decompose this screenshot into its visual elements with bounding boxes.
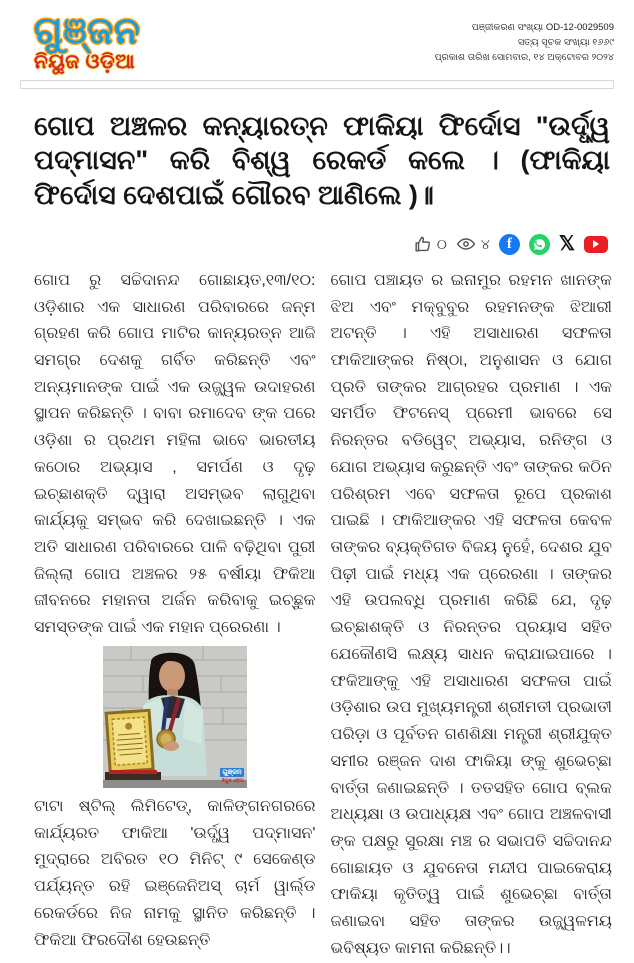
view-metric xyxy=(456,234,490,255)
site-logo[interactable] xyxy=(34,12,141,72)
article-body xyxy=(34,268,612,963)
x-share-icon[interactable]: 𝕏 xyxy=(558,233,575,256)
registration-number: ପଞ୍ଜୀକରଣ ସଂଖ୍ୟା OD-12-0029509 xyxy=(471,22,614,33)
right-column-paragraph: ଗୋପ ପଞ୍ଚାୟତ ର ଇନାମୁର ରହମନ ଖାନଙ୍କ ଝିଅ ଏବଂ ମକ୍ବୁବୁର ରହମନଙ୍କ ଝିଆରୀ ଅଟନ୍ତି । ଏହି ଅସାଧାରଣ ସଫଳତା ଫାକିଆଙ୍କର ନିଷ୍ଠା, ଅନୁଶାସନ ଓ ଯୋଗ ପ୍ରତି ତାଙ୍କର ଆଗ୍ରହର ପ୍ରମାଣ । ଏକ ସମର୍ପିତ ଫିଟନେସ୍ ପ୍ରେମୀ ଭାବରେ ସେ ନିରନ୍ତର ବଡିୱେଟ୍ ଅଭ୍ୟାସ, ରନିଙ୍ଗ ଓ ଯୋଗ ଅଭ୍ୟାସ କରୁଛନ୍ତି ଏବଂ ତାଙ୍କର କଠିନ ପରିଶ୍ରମ ଏବେ ସଫଳତା ରୂପେ ପ୍ରକାଶ ପାଇଛି । ଫାକିଆଙ୍କର ଏହି ସଫଳତା କେବଳ ତାଙ୍କର ବ୍ୟକ୍ତିଗତ ବିଜୟ ନୁହେଁ, ଦେଶର ଯୁବ ପିଢ଼ୀ ପାଇଁ ମଧ୍ୟ ଏକ ପ୍ରେରଣା । ତାଙ୍କର ଏହି ଉପଲବ୍ଧି ପ୍ରମାଣ କରିଛି ଯେ, ଦୃଢ଼ ଇଚ୍ଛାଶକ୍ତି ଓ ନିରନ୍ତର ପ୍ରୟାସ ସହିତ ଯେକୌଣସି ଲକ୍ଷ୍ୟ ସାଧନ କରାଯାଇପାରେ । ଫକିଆଙ୍କୁ ଏହି ଅସାଧାରଣ ସଫଳତା ପାଇଁ ଓଡ଼ିଶାର ଉପ ମୁଖ୍ୟମନ୍ତ୍ରୀ ଶ୍ରୀମତୀ ପ୍ରଭାତୀ ପରିଡ଼ା ଓ ପୂର୍ବତନ ଗଣଶିକ୍ଷା ମନ୍ତ୍ରୀ ଶ୍ରୀଯୁକ୍ତ ସମୀର ରଞ୍ଜନ ଦାଶ ଫାକିୟା ଙ୍କୁ ଶୁଭେଚ୍ଛା ବାର୍ତ୍ତା ଜଣାଇଛନ୍ତି । ତତସହିତ ଗୋପ ବ୍ଲକ ଅଧ୍ୟକ୍ଷା ଓ ଉପାଧ୍ୟକ୍ଷ ଏବଂ ଗୋପ ଅଞ୍ଚଳବାସୀ ଙ୍କ ପକ୍ଷରୁ ସୁରକ୍ଷା ମଞ୍ଚ ର ସଭାପତି ସଚ୍ଚିଦାନନ୍ଦ ଗୋଛାୟତ ଓ ଯୁବନେତା ମନ୍ଦୀପ ପାଇକେରାୟ ଫାକିୟା କୃତିତ୍ୱ ପାଇଁ ଶୁଭେଚ୍ଛା ବାର୍ତ୍ତା ଜଣାଇବା ସହିତ ତାଙ୍କର ଉଜ୍ଜ୍ୱଳମୟ ଭବିଷ୍ୟତ କାମନା କରିଛନ୍ତି।। xyxy=(330,271,612,957)
left-column xyxy=(34,268,316,963)
social-bar xyxy=(0,234,608,255)
youtube-icon[interactable] xyxy=(584,236,608,253)
thumbs-up-icon[interactable] xyxy=(412,234,433,255)
whatsapp-share-icon[interactable] xyxy=(529,234,550,255)
masthead xyxy=(0,0,634,72)
header-divider xyxy=(20,80,614,89)
article-headline: ଗୋପ ଅଞ୍ଚଳର କନ୍ୟାରତ୍ନ ଫାକିୟା ଫିର୍ଦୋସ "ଉର୍ଦ୍ଧ୍ୱ ପଦ୍ମାସନ" କରି ବିଶ୍ୱ ରେକର୍ଡ କଲେ । (ଫାକିୟା ଫିର୍ଦୋସ ଦେଶପାଇଁ ଗୌରବ ଆଣିଲେ )॥ xyxy=(34,111,610,210)
serial-number: ସତ୍ୟ ସୂଚକ ସଂଖ୍ୟା ୧୬୬୯ xyxy=(517,37,614,48)
publication-info xyxy=(434,12,614,65)
like-count: ୦ xyxy=(436,235,447,252)
photo-watermark xyxy=(220,762,243,784)
eye-icon xyxy=(456,234,477,255)
photo-watermark-title: ଗୁଞ୍ଜନ xyxy=(222,769,242,777)
article-photo xyxy=(103,646,247,788)
left-column-paragraph: ଗୋପ ରୁ ସଚ୍ଚିଦାନନ୍ଦ ଗୋଛାୟତ,୧୩/୧୦: ଓଡ଼ିଶାର ଏକ ସାଧାରଣ ପରିବାରରେ ଜନ୍ମ ଗ୍ରହଣ କରି ଗୋପ ମାଟିର କାନ୍ୟରତ୍ନ ଆଜି ସମଗ୍ର ଦେଶକୁ ଗର୍ବିତ କରିଛନ୍ତି ଏବଂ ଅନ୍ୟମାନଙ୍କ ପାଇଁ ଏକ ଉଜ୍ଜ୍ୱଳ ଉଦାହରଣ ସ୍ଥାପନ କରିଛନ୍ତି । ବାବା ରମାଦେବ ଙ୍କ ପରେ ଓଡ଼ିଶା ର ପ୍ରଥମ ମହିଳା ଭାବେ ଭାରତୀୟ କଠୋର ଅଭ୍ୟାସ , ସମର୍ପଣ ଓ ଦୃଢ଼ ଇଚ୍ଛାଶକ୍ତି ଦ୍ୱାରା ଅସମ୍ଭବ ଲାଗୁଥିବା କାର୍ଯ୍ୟକୁ ସମ୍ଭବ କରି ଦେଖାଇଛନ୍ତି । ଏକ ଅତି ସାଧାରଣ ପରିବାରରେ ପାଳି ବଢ଼ିଥିବା ପୁରୀ ଜିଲ୍ଲା ଗୋପ ଅଞ୍ଚଳର ୨୫ ବର୍ଷୀୟା ଫିକିଆ ଜୀବନରେ ମହାନତା ଅର୍ଜନ କରିବାକୁ ଇଚ୍ଛୁକ ସମସ୍ତଙ୍କ ପାଇଁ ଏକ ମହାନ ପ୍ରେରଣା । xyxy=(34,271,316,637)
photo-watermark-subtitle: ନିୟୁଜ ଓଡ଼ିଆ xyxy=(221,778,244,784)
publication-date: ପ୍ରକାଶ ତାରିଖ ସୋମବାର, ୧୪ ଅକ୍ଟୋବର ୨୦୨୪ xyxy=(434,52,614,63)
site-logo-title: ଗୁଞ୍ଜନ xyxy=(34,10,141,51)
view-count: ୪ xyxy=(480,235,490,252)
site-logo-subtitle: ନିୟୁଜ ଓଡ଼ିଆ xyxy=(34,51,136,73)
like-metric xyxy=(412,234,447,255)
right-column xyxy=(331,268,613,963)
facebook-share-icon[interactable]: f xyxy=(499,234,520,255)
left-column-paragraph-below-photo: ଟାଟା ଷ୍ଟିଲ୍ ଲିମିଟେଡ୍, କାଳିଙ୍ଗନଗରରେ କାର୍ଯ୍ୟରତ ଫାକିଆ 'ଉର୍ଦ୍ଧ୍ୱ ପଦ୍ମାସନ' ମୁଦ୍ରାରେ ଅବିରତ ୧୦ ମିନିଟ୍ ୯ ସେକେଣ୍ଡ ପର୍ଯ୍ୟନ୍ତ ରହି ଇଞ୍ଜେନିଅସ୍ ଚାର୍ମ ୱାର୍ଲ୍ଡ ରେକର୍ଡରେ ନିଜ ନାମକୁ ସ୍ଥାନିତ କରିଛନ୍ତି । ଫିକିଆ ଫିରଦୌଶ ହେଉଛନ୍ତି xyxy=(34,797,316,949)
